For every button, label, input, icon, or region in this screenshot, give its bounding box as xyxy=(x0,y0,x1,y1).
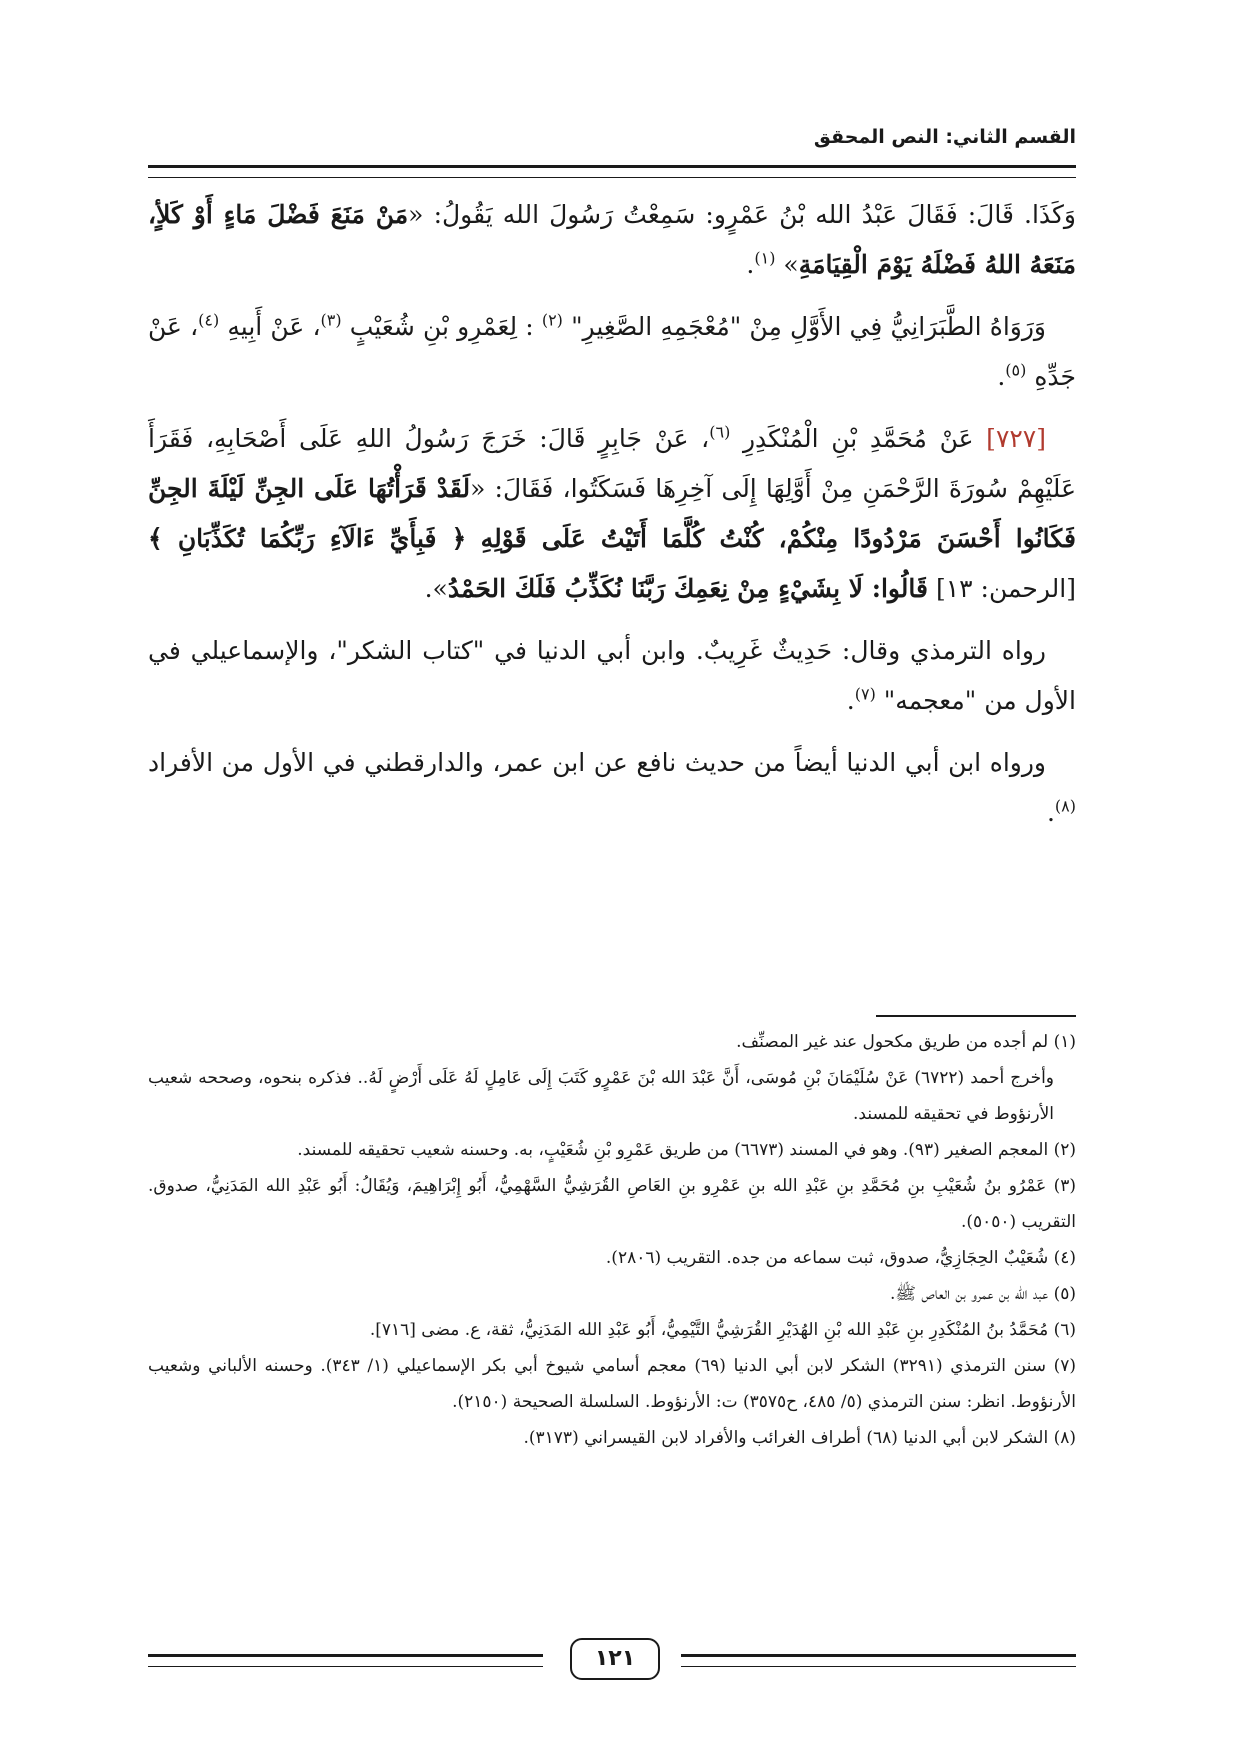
quran-verse: ﴿ فَبِأَيِّ ءَالَآءِ رَبِّكُمَا تُكَذِّبَانِ ﴾ xyxy=(148,524,467,553)
paragraph-3-a: عَنْ مُحَمَّدِ بْنِ الْمُنْكَدِرِ xyxy=(742,424,974,453)
paragraph-2-c: ، عَنْ أَبِيهِ xyxy=(227,312,321,341)
paragraph-5 xyxy=(148,738,1076,838)
footer-rule-left xyxy=(148,1654,543,1667)
paragraph-1 xyxy=(148,190,1076,290)
footnote-ref-4: (٤) xyxy=(198,310,220,330)
paragraph-3-b: ، عَنْ جَابِرٍ قَالَ: خَرَجَ رَسُولُ اللهِ عَلَى أَصْحَابِهِ، فَقَرَأَ عَلَيْهِمْ سُورَةَ الرَّحْمَنِ مِنْ أَوَّلِهَا إِلَى آخِرِهَا فَسَكَتُوا، فَقَالَ: « xyxy=(148,424,1076,503)
paragraph-2 xyxy=(148,302,1076,402)
footnote-5: (٥) عبد الله بن عمرو بن العاص ﷺ. xyxy=(890,1284,1076,1304)
paragraph-4-text: رواه الترمذي وقال: حَدِيثٌ غَرِيبٌ. وابن أبي الدنيا في "كتاب الشكر"، والإسماعيلي في الأول من "معجمه" xyxy=(148,636,1076,715)
paragraph-3 xyxy=(148,414,1076,614)
paragraph-2-a: وَرَوَاهُ الطَّبَرَانِيُّ فِي الأَوَّلِ مِنْ "مُعْجَمِهِ الصَّغِيرِ" xyxy=(571,312,1047,341)
quran-reference: [الرحمن: ١٣] xyxy=(935,574,1076,603)
period: . xyxy=(1046,798,1055,827)
hadith-quote: مَنْ مَنَعَ فَضْلَ مَاءٍ أَوْ كَلأٍ، مَنَعَهُ اللهُ فَضْلَهُ يَوْمَ الْقِيَامَةِ xyxy=(148,200,1076,279)
quote-close: » xyxy=(783,250,799,279)
footnote-8: (٨) الشكر لابن أبي الدنيا (٦٨) أطراف الغرائب والأفراد لابن القيسراني (٣١٧٣). xyxy=(523,1428,1076,1448)
footnote-1: (١) لم أجده من طريق مكحول عند غير المصنِّف. xyxy=(736,1032,1076,1052)
footnote-2: (٢) المعجم الصغير (٩٣). وهو في المسند (٦٦٧٣) من طريق عَمْرِو بْنِ شُعَيْبٍ، به. وحسنه شعيب تحقيقه للمسند. xyxy=(297,1140,1076,1160)
paragraph-1-text: وَكَذَا. قَالَ: فَقَالَ عَبْدُ الله بْنُ عَمْرٍو: سَمِعْتُ رَسُولَ الله يَقُولُ: « xyxy=(408,200,1076,229)
page-number: ١٢١ xyxy=(570,1638,660,1680)
paragraph-5-text: ورواه ابن أبي الدنيا أيضاً من حديث نافع عن ابن عمر، والدارقطني في الأول من الأفراد xyxy=(148,748,1046,777)
footnote-1-continued: وأخرج أحمد (٦٧٢٢) عَنْ سُلَيْمَانَ بْنِ مُوسَى، أَنَّ عَبْدَ الله بْنَ عَمْرٍو كَتَبَ إِلَى عَامِلٍ لَهُ عَلَى أَرْضٍ لَهُ.. فذكره بنحوه، وصححه شعيب الأرنؤوط في تحقيقه للمسند. xyxy=(148,1068,1055,1124)
period: . xyxy=(746,250,755,279)
footer-rule-right xyxy=(681,1654,1076,1667)
footnote-ref-5: (٥) xyxy=(1005,360,1027,380)
footnote-7: (٧) سنن الترمذي (٣٢٩١) الشكر لابن أبي الدنيا (٦٩) معجم أسامي شيوخ أبي بكر الإسماعيلي (١/ ٣٤٣). وحسنه الألباني وشعيب الأرنؤوط. انظر: سنن الترمذي (٥/ ٤٨٥، ح٣٥٧٥) ت: الأرنؤوط. السلسلة الصحيحة (٢١٥٠). xyxy=(148,1356,1077,1412)
footnote-separator xyxy=(876,1015,1076,1017)
period: . xyxy=(997,362,1006,391)
header-double-rule xyxy=(148,165,1076,178)
running-header: القسم الثاني: النص المحقق xyxy=(813,126,1076,148)
hadith-quote: لَقَدْ قَرَأْتُهَا عَلَى الجِنِّ لَيْلَةَ الجِنِّ فَكَانُوا أَحْسَنَ مَرْدُودًا مِنْكُمْ، كُنْتُ كُلَّمَا أَتَيْتُ عَلَى قَوْلِهِ xyxy=(148,474,1076,553)
footnote-ref-3: (٣) xyxy=(320,310,342,330)
footnotes xyxy=(148,1024,1076,1456)
period: . xyxy=(846,686,855,715)
paragraph-2-b: : لِعَمْرِو بْنِ شُعَيْبٍ xyxy=(349,312,534,341)
main-text xyxy=(148,190,1076,850)
footnote-ref-6: (٦) xyxy=(709,422,731,442)
quote-close: ». xyxy=(424,574,448,603)
hadith-quote-2: قَالُوا: لَا بِشَيْءٍ مِنْ نِعَمِكَ رَبَّنَا نُكَذِّبُ فَلَكَ الحَمْدُ xyxy=(447,574,928,603)
footnote-ref-2: (٢) xyxy=(541,310,563,330)
footnote-ref-1: (١) xyxy=(754,248,776,268)
footnote-ref-7: (٧) xyxy=(854,684,876,704)
footnote-6: (٦) مُحَمَّدُ بنُ المُنْكَدِرِ بنِ عَبْدِ الله بْنِ الهُدَيْرِ القُرَشِيُّ التَّيْمِيُّ، أَبُو عَبْدِ الله المَدَنِيُّ، ثقة، ع. مضى [٧١٦]. xyxy=(369,1320,1076,1340)
book-page xyxy=(148,0,1076,1754)
paragraph-4 xyxy=(148,626,1076,726)
paragraph-2-d: ، عَنْ جَدِّهِ xyxy=(148,312,1076,391)
hadith-number: [٧٢٧] xyxy=(986,424,1046,453)
footnote-3: (٣) عَمْرُو بنُ شُعَيْبِ بنِ مُحَمَّدِ بنِ عَبْدِ الله بنِ عَمْرِو بنِ العَاصِ القُرَشِيُّ السَّهْمِيُّ، أَبُو إِبْرَاهِيمَ، وَيُقَالُ: أَبُو عَبْدِ الله المَدَنِيُّ، صدوق. التقريب (٥٠٥٠). xyxy=(148,1176,1076,1232)
footnote-ref-8: (٨) xyxy=(1054,796,1076,816)
footnote-4: (٤) شُعَيْبٌ الحِجَازِيُّ، صدوق، ثبت سماعه من جده. التقريب (٢٨٠٦). xyxy=(605,1248,1076,1268)
